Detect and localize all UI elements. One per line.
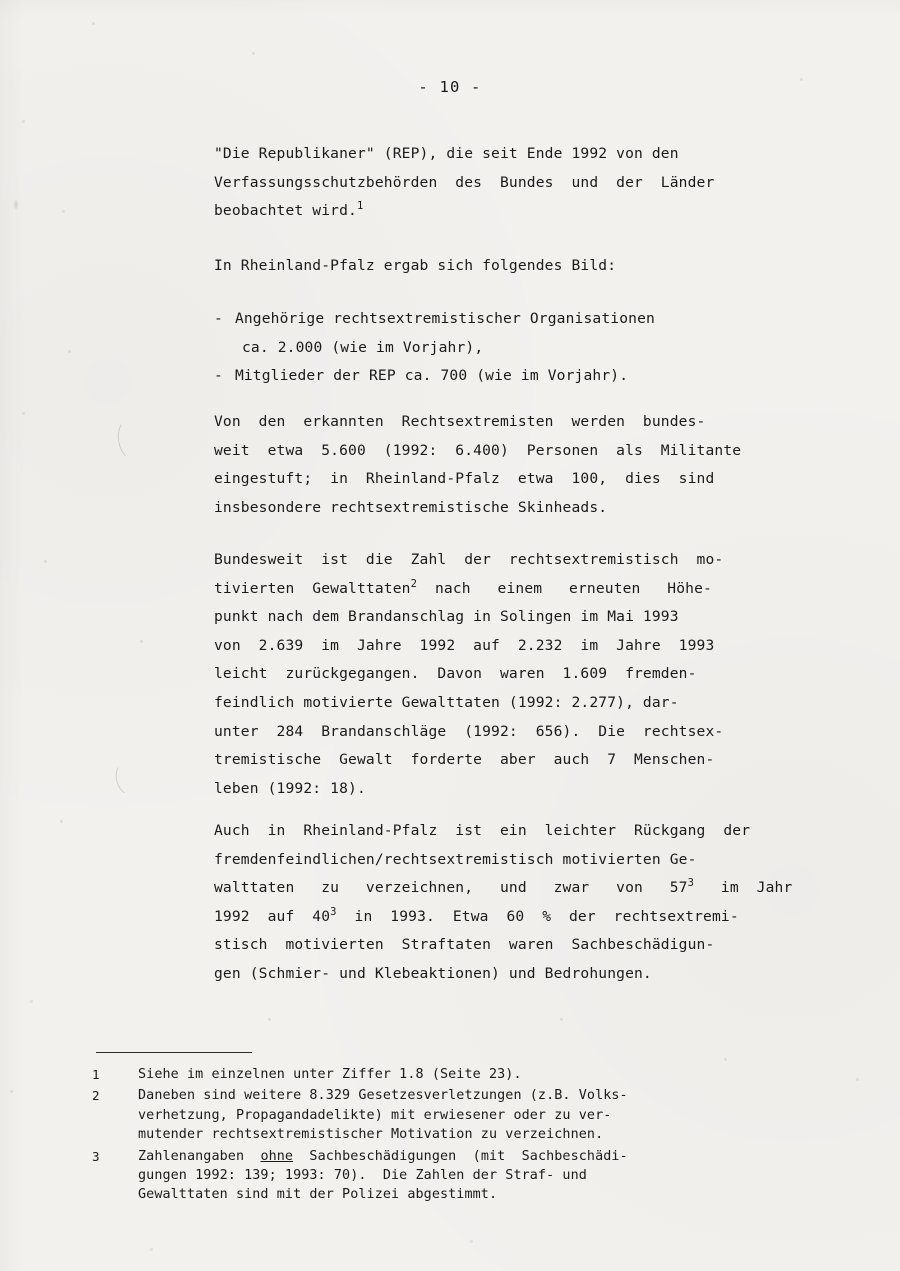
paragraph-5-line-4-pre: 1992 auf 40 bbox=[214, 907, 331, 925]
paragraph-2-line-1: In Rheinland-Pfalz ergab sich folgendes Bild: bbox=[214, 257, 617, 274]
footnote-2-line-3: mutender rechtsextremistischer Motivation zu verzeichnen. bbox=[138, 1127, 604, 1143]
paragraph-3-line-1: Von den erkannten Rechtsextremisten werden bundes- bbox=[214, 413, 706, 430]
footnote-3-line-1: Zahlenangaben ohne Sachbeschädigungen (mit Sachbeschädi- bbox=[138, 1148, 628, 1164]
page-number: - 10 - bbox=[418, 78, 482, 96]
list-item-text: Angehörige rechtsextremistischer Organisationen bbox=[234, 310, 655, 327]
footnote-2-line-2: verhetzung, Propagandadelikte) mit erwiesener oder zu ver- bbox=[138, 1107, 612, 1123]
footnote-3-line-2: gungen 1992: 139; 1993: 70). Die Zahlen der Straf- und bbox=[138, 1168, 587, 1184]
footnote-separator bbox=[96, 1052, 252, 1053]
paragraph-5-line-3-pre: walttaten zu verzeichnen, und zwar von 57 bbox=[214, 879, 688, 897]
footnote-2-number: 2 bbox=[92, 1088, 100, 1104]
paragraph-1 bbox=[214, 140, 802, 226]
footnote-marker-1: 1 bbox=[356, 200, 364, 213]
paragraph-4-line-6: feindlich motivierte Gewalttaten (1992: 2.277), dar- bbox=[214, 693, 679, 711]
paragraph-1-line-3 bbox=[214, 197, 802, 226]
paragraph-4-line-7: unter 284 Brandanschläge (1992: 656). Die rechtsex- bbox=[214, 722, 724, 740]
paragraph-4-line-1: Bundesweit ist die Zahl der rechtsextremistisch mo- bbox=[214, 551, 724, 568]
list-item bbox=[214, 305, 802, 334]
paragraph-4-line-3: punkt nach dem Brandanschlag in Solingen im Mai 1993 bbox=[214, 608, 679, 626]
list-item-text: Mitglieder der REP ca. 700 (wie im Vorjahr). bbox=[234, 367, 629, 385]
paragraph-3-line-3: eingestuft; in Rheinland-Pfalz etwa 100, dies sind bbox=[214, 470, 715, 488]
bullet-list bbox=[214, 305, 802, 391]
footnote-3-number: 3 bbox=[92, 1148, 100, 1164]
paragraph-5-line-4 bbox=[214, 903, 802, 932]
paragraph-4-line-2-pre: tivierten Gewalttaten bbox=[214, 579, 411, 597]
paragraph-1-line-1: "Die Republikaner" (REP), die seit Ende 1992 von den bbox=[214, 145, 679, 162]
footnote-3-line-3: Gewalttaten sind mit der Polizei abgestimmt. bbox=[138, 1187, 498, 1203]
footnote-2-line-1: Daneben sind weitere 8.329 Gesetzesverletzungen (z.B. Volks- bbox=[138, 1088, 628, 1104]
footnote-1-number: 1 bbox=[92, 1067, 100, 1082]
list-item-text-cont: ca. 2.000 (wie im Vorjahr), bbox=[242, 338, 484, 356]
paragraph-1-line-2: Verfassungsschutzbehörden des Bundes und der Länder bbox=[214, 173, 715, 191]
paragraph-5-line-6: gen (Schmier- und Klebeaktionen) und Bedrohungen. bbox=[214, 964, 652, 982]
footnote-marker-3b: 3 bbox=[330, 905, 337, 918]
paragraph-4-line-9: leben (1992: 18). bbox=[214, 779, 366, 797]
paragraph-4-line-2-post: nach einem erneuten Höhe- bbox=[417, 579, 712, 597]
paragraph-4 bbox=[214, 546, 802, 803]
paragraph-5-line-4-post: in 1993. Etwa 60 % der rechtsextremi- bbox=[336, 907, 739, 925]
paragraph-5-line-2: fremdenfeindlichen/rechtsextremistisch motivierten Ge- bbox=[214, 850, 697, 868]
paragraph-5 bbox=[214, 817, 802, 989]
paragraph-2 bbox=[214, 252, 802, 281]
footnote-marker-2: 2 bbox=[410, 577, 418, 590]
paragraph-5-line-3 bbox=[214, 874, 802, 903]
paragraph-4-line-8: tremistische Gewalt forderte aber auch 7 Menschen- bbox=[214, 751, 715, 769]
paragraph-1-line-3-text: beobachtet wird. bbox=[214, 202, 357, 220]
paragraph-3-line-4: insbesondere rechtsextremistische Skinheads. bbox=[214, 498, 608, 516]
footnotes bbox=[92, 1065, 814, 1207]
footnote-3-underlined-word: ohne bbox=[260, 1148, 294, 1164]
paragraph-5-line-3-post: im Jahr bbox=[694, 879, 793, 897]
footnote-1 bbox=[92, 1065, 814, 1084]
list-dash: - bbox=[214, 310, 223, 327]
paragraph-4-line-4: von 2.639 im Jahre 1992 auf 2.232 im Jahre 1993 bbox=[214, 636, 715, 654]
list-dash: - bbox=[214, 367, 223, 385]
paragraph-5-line-1: Auch in Rheinland-Pfalz ist ein leichter Rückgang der bbox=[214, 822, 751, 839]
paragraph-5-line-5: stisch motivierten Straftaten waren Sachbeschädigun- bbox=[214, 936, 715, 954]
footnote-marker-3a: 3 bbox=[687, 877, 695, 890]
footnote-2 bbox=[92, 1086, 814, 1144]
paragraph-4-line-2 bbox=[214, 575, 802, 604]
paragraph-3-line-2: weit etwa 5.600 (1992: 6.400) Personen als Militante bbox=[214, 441, 742, 459]
paragraph-4-line-5: leicht zurückgegangen. Davon waren 1.609 fremden- bbox=[214, 665, 697, 683]
footnote-1-line-1: Siehe im einzelnen unter Ziffer 1.8 (Seite 23). bbox=[138, 1067, 522, 1082]
footnote-3 bbox=[92, 1147, 814, 1205]
list-item bbox=[214, 362, 802, 391]
paragraph-3 bbox=[214, 408, 802, 522]
